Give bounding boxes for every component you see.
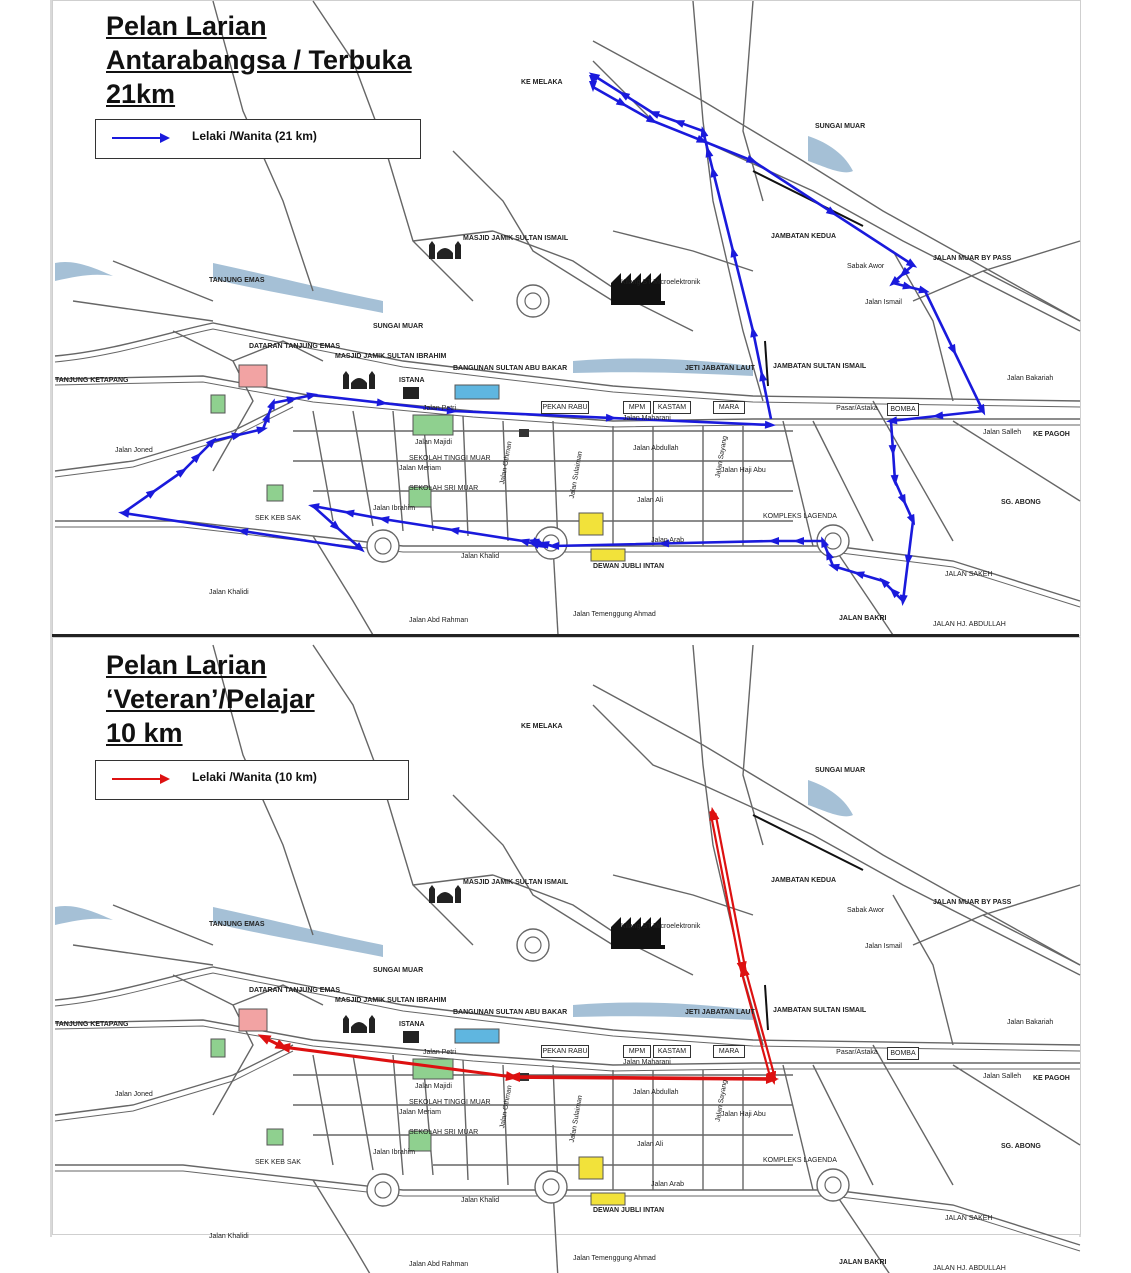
route-arrow	[616, 98, 630, 110]
map-label-mara: MARA	[713, 1045, 745, 1058]
map-label-jalan-sakeh: JALAN SAKEH	[945, 571, 993, 578]
map-label-jalan-muar-bypass: JALAN MUAR BY PASS	[933, 899, 1012, 906]
route-arrow	[307, 501, 319, 511]
map-label-jalan-abdullah: Jalan Abdullah	[633, 445, 679, 452]
map-label-jeti-jabatan-laut: JETI JABATAN LAUT	[685, 1009, 755, 1016]
map-title-line-3: 21km	[106, 79, 176, 109]
map-label-bangunan-sultan-abu-bakar: BANGUNAN SULTAN ABU BAKAR	[453, 1009, 568, 1016]
map-label-jalan-arab: Jalan Arab	[651, 537, 685, 544]
map-label-jalan-majidi: Jalan Majidi	[415, 439, 452, 446]
map-label-mpm: MPM	[623, 401, 651, 414]
map-label-jalan-maharani: Jalan Maharani	[623, 415, 671, 422]
map-label-kompleks-lagenda: KOMPLEKS LAGENDA	[763, 513, 837, 520]
map-label-jalan-khalid: Jalan Khalid	[461, 553, 500, 560]
route-arrow	[548, 542, 559, 550]
map-label-istana: ISTANA	[399, 377, 425, 384]
route-line	[261, 812, 771, 1078]
map-label-kilang-st: Kilang ST Microelektronik	[621, 279, 701, 286]
map-label-masjid-jamik-sultan-ismail: MASJID JAMIK SULTAN ISMAIL	[463, 235, 569, 242]
map-label-jalan-petri: Jalan Petri	[423, 405, 457, 412]
map-label-mpm: MPM	[623, 1045, 651, 1058]
map-label-jalan-joned: Jalan Joned	[115, 447, 153, 454]
map-label-jalan-temenggung-ahmad: Jalan Temenggung Ahmad	[573, 1255, 656, 1262]
map-label-jalan-ismail: Jalan Ismail	[865, 943, 902, 950]
map-label-jalan-abdullah: Jalan Abdullah	[633, 1089, 679, 1096]
map-label-jalan-othman: Jalan Othman	[499, 1084, 514, 1129]
map-label-sekolah-tinggi-muar: SEKOLAH TINGGI MUAR	[409, 455, 491, 462]
map-label-jambatan-kedua: JAMBATAN KEDUA	[771, 233, 837, 240]
map-label-jalan-hj-abdullah: JALAN HJ. ABDULLAH	[933, 1265, 1006, 1272]
map-label-jalan-sayang: Jalan Sayang	[714, 435, 729, 479]
map-label-pasar-astaka: Pasar/Astaka	[836, 1049, 878, 1056]
map-label-jalan-sulaiman: Jalan Sulaiman	[568, 1094, 585, 1144]
map-label-jalan-joned: Jalan Joned	[115, 1091, 153, 1098]
map-label-jalan-khalid: Jalan Khalid	[461, 1197, 500, 1204]
map-label-tanjung-emas: TANJUNG EMAS	[209, 277, 265, 284]
map-label-jalan-bakariah: Jalan Bakariah	[1007, 1019, 1054, 1026]
map-label-jalan-othman: Jalan Othman	[499, 440, 514, 485]
map-label-sungai-muar: SUNGAI MUAR	[815, 767, 866, 774]
map-label-kastam: KASTAM	[653, 401, 691, 414]
route-21km	[53, 1, 1080, 635]
arrow-icon	[110, 130, 172, 146]
map-label-bangunan-sultan-abu-bakar: BANGUNAN SULTAN ABU BAKAR	[453, 365, 568, 372]
map-label-jalan-abd-rahman: Jalan Abd Rahman	[409, 617, 469, 624]
map-label-sungai-muar-2: SUNGAI MUAR	[373, 323, 424, 330]
map-label-jalan-ibrahim: Jalan Ibrahim	[373, 1149, 416, 1156]
legend-label: Lelaki /Wanita (10 km)	[192, 770, 317, 784]
map-label-jalan-majidi: Jalan Majidi	[415, 1083, 452, 1090]
map-label-jambatan-sultan-ismail: JAMBATAN SULTAN ISMAIL	[773, 363, 867, 370]
map-label-sekolah-tinggi-muar: SEKOLAH TINGGI MUAR	[409, 1099, 491, 1106]
map-label-jalan-khalidi: Jalan Khalidi	[209, 1233, 249, 1240]
map-label-jambatan-sultan-ismail: JAMBATAN SULTAN ISMAIL	[773, 1007, 867, 1014]
map-label-kastam: KASTAM	[653, 1045, 691, 1058]
map-label-jalan-ibrahim: Jalan Ibrahim	[373, 505, 416, 512]
map-label-ke-pagoh: KE PAGOH	[1033, 1075, 1070, 1082]
map-label-sek-keb: SEK KEB SAK	[255, 1159, 301, 1166]
route-arrow	[255, 1030, 271, 1045]
map-label-jalan-salleh: Jalan Salleh	[983, 1073, 1022, 1080]
route-arrow	[932, 411, 944, 420]
map-label-sungai-muar: SUNGAI MUAR	[815, 123, 866, 130]
map-label-jalan-petri: Jalan Petri	[423, 1049, 457, 1056]
route-arrow	[793, 537, 804, 545]
map-label-jalan-sulaiman: Jalan Sulaiman	[568, 450, 585, 500]
map-label-pekan-rabu: PEKAN RABU	[541, 401, 589, 414]
map-label-jalan-bakariah: Jalan Bakariah	[1007, 375, 1054, 382]
map-label-pekan-rabu: PEKAN RABU	[541, 1045, 589, 1058]
map-label-sg-abong: SG. ABONG	[1001, 1143, 1041, 1150]
map-label-jalan-salleh: Jalan Salleh	[983, 429, 1022, 436]
map-title-line-1: Pelan Larian	[106, 650, 267, 680]
map-label-dewan-jubli-intan: DEWAN JUBLI INTAN	[593, 563, 665, 570]
route-line	[266, 814, 776, 1080]
map-panel-21km	[52, 0, 1081, 636]
map-label-ke-melaka: KE MELAKA	[521, 79, 563, 86]
map-label-sabak-awor: Sabak Awor	[847, 907, 885, 914]
map-label-masjid-jamik-sultan-ibrahim: MASJID JAMIK SULTAN IBRAHIM	[335, 997, 447, 1004]
map-label-jalan-bakri: JALAN BAKRI	[839, 1259, 887, 1266]
map-label-jalan-khalidi: Jalan Khalidi	[209, 589, 249, 596]
map-label-jeti-jabatan-laut: JETI JABATAN LAUT	[685, 365, 755, 372]
map-label-sek-keb: SEK KEB SAK	[255, 515, 301, 522]
map-label-tanjung-emas: TANJUNG EMAS	[209, 921, 265, 928]
map-label-masjid-jamik-sultan-ibrahim: MASJID JAMIK SULTAN IBRAHIM	[335, 353, 447, 360]
map-label-sabak-awor: Sabak Awor	[847, 263, 885, 270]
arrow-icon	[110, 771, 172, 787]
map-label-sekolah-sri-muar: SEKOLAH SRI MUAR	[409, 485, 479, 492]
map-label-masjid-jamik-sultan-ismail: MASJID JAMIK SULTAN ISMAIL	[463, 879, 569, 886]
map-label-jalan-ismail: Jalan Ismail	[865, 299, 902, 306]
route-arrow	[891, 475, 900, 487]
map-title-line-3: 10 km	[106, 718, 183, 748]
route-arrow	[377, 398, 389, 407]
map-label-tanjung-ketapang: TANJUNG KETAPANG	[55, 1021, 129, 1028]
map-label-ke-melaka: KE MELAKA	[521, 723, 563, 730]
map-label-jalan-abd-rahman: Jalan Abd Rahman	[409, 1261, 469, 1268]
map-label-dewan-jubli-intan: DEWAN JUBLI INTAN	[593, 1207, 665, 1214]
map-label-mara: MARA	[713, 401, 745, 414]
map-label-pasar-astaka: Pasar/Astaka	[836, 405, 878, 412]
route-arrow	[822, 547, 834, 560]
map-label-tanjung-ketapang: TANJUNG KETAPANG	[55, 377, 129, 384]
map-title-line-2: Antarabangsa / Terbuka	[106, 45, 412, 75]
map-label-jalan-haji-abu: Jalan Haji Abu	[721, 1111, 766, 1118]
legend-box	[95, 760, 409, 800]
map-title-line-1: Pelan Larian	[106, 11, 267, 41]
map-label-jalan-meriam: Jalan Meriam	[399, 465, 442, 472]
map-label-jalan-haji-abu: Jalan Haji Abu	[721, 467, 766, 474]
route-arrow	[948, 344, 960, 357]
map-label-jalan-muar-bypass: JALAN MUAR BY PASS	[933, 255, 1012, 262]
map-label-jalan-arab: Jalan Arab	[651, 1181, 685, 1188]
map-label-jalan-ali: Jalan Ali	[637, 1141, 664, 1148]
map-label-dataran-tanjung-emas: DATARAN TANJUNG EMAS	[249, 987, 340, 994]
route-arrow	[768, 537, 779, 545]
map-label-jalan-temenggung-ahmad: Jalan Temenggung Ahmad	[573, 611, 656, 618]
map-label-ke-pagoh: KE PAGOH	[1033, 431, 1070, 438]
map-label-kilang-st: Kilang ST Microelektronik	[621, 923, 701, 930]
map-label-jalan-ali: Jalan Ali	[637, 497, 664, 504]
route-arrow	[765, 421, 776, 429]
map-label-jalan-maharani: Jalan Maharani	[623, 1059, 671, 1066]
map-label-sekolah-sri-muar: SEKOLAH SRI MUAR	[409, 1129, 479, 1136]
route-arrow	[918, 286, 931, 296]
route-arrow	[262, 410, 273, 423]
route-10km	[53, 638, 1080, 1272]
route-arrow	[606, 414, 617, 422]
route-arrow	[589, 81, 597, 92]
route-arrow	[889, 445, 898, 457]
map-panel-10km	[52, 637, 1081, 1272]
route-arrow	[707, 806, 719, 821]
route-arrow	[256, 424, 269, 434]
map-label-jalan-meriam: Jalan Meriam	[399, 1109, 442, 1116]
map-title-line-2: ‘Veteran’/Pelajar	[106, 684, 315, 714]
map-label-istana: ISTANA	[399, 1021, 425, 1028]
map-label-jalan-bakri: JALAN BAKRI	[839, 615, 887, 622]
map-label-jalan-hj-abdullah: JALAN HJ. ABDULLAH	[933, 621, 1006, 628]
route-arrow	[898, 494, 910, 507]
map-label-jalan-sakeh: JALAN SAKEH	[945, 1215, 993, 1222]
legend-box	[95, 119, 421, 159]
map-label-dataran-tanjung-emas: DATARAN TANJUNG EMAS	[249, 343, 340, 350]
map-label-jambatan-kedua: JAMBATAN KEDUA	[771, 877, 837, 884]
map-label-sg-abong: SG. ABONG	[1001, 499, 1041, 506]
map-label-bomba: BOMBA	[887, 403, 919, 416]
map-label-bomba: BOMBA	[887, 1047, 919, 1060]
route-arrow	[672, 117, 685, 128]
legend-label: Lelaki /Wanita (21 km)	[192, 129, 317, 143]
route-arrow	[827, 561, 840, 572]
map-label-sungai-muar-2: SUNGAI MUAR	[373, 967, 424, 974]
map-label-jalan-sayang: Jalan Sayang	[714, 1079, 729, 1123]
map-label-kompleks-lagenda: KOMPLEKS LAGENDA	[763, 1157, 837, 1164]
